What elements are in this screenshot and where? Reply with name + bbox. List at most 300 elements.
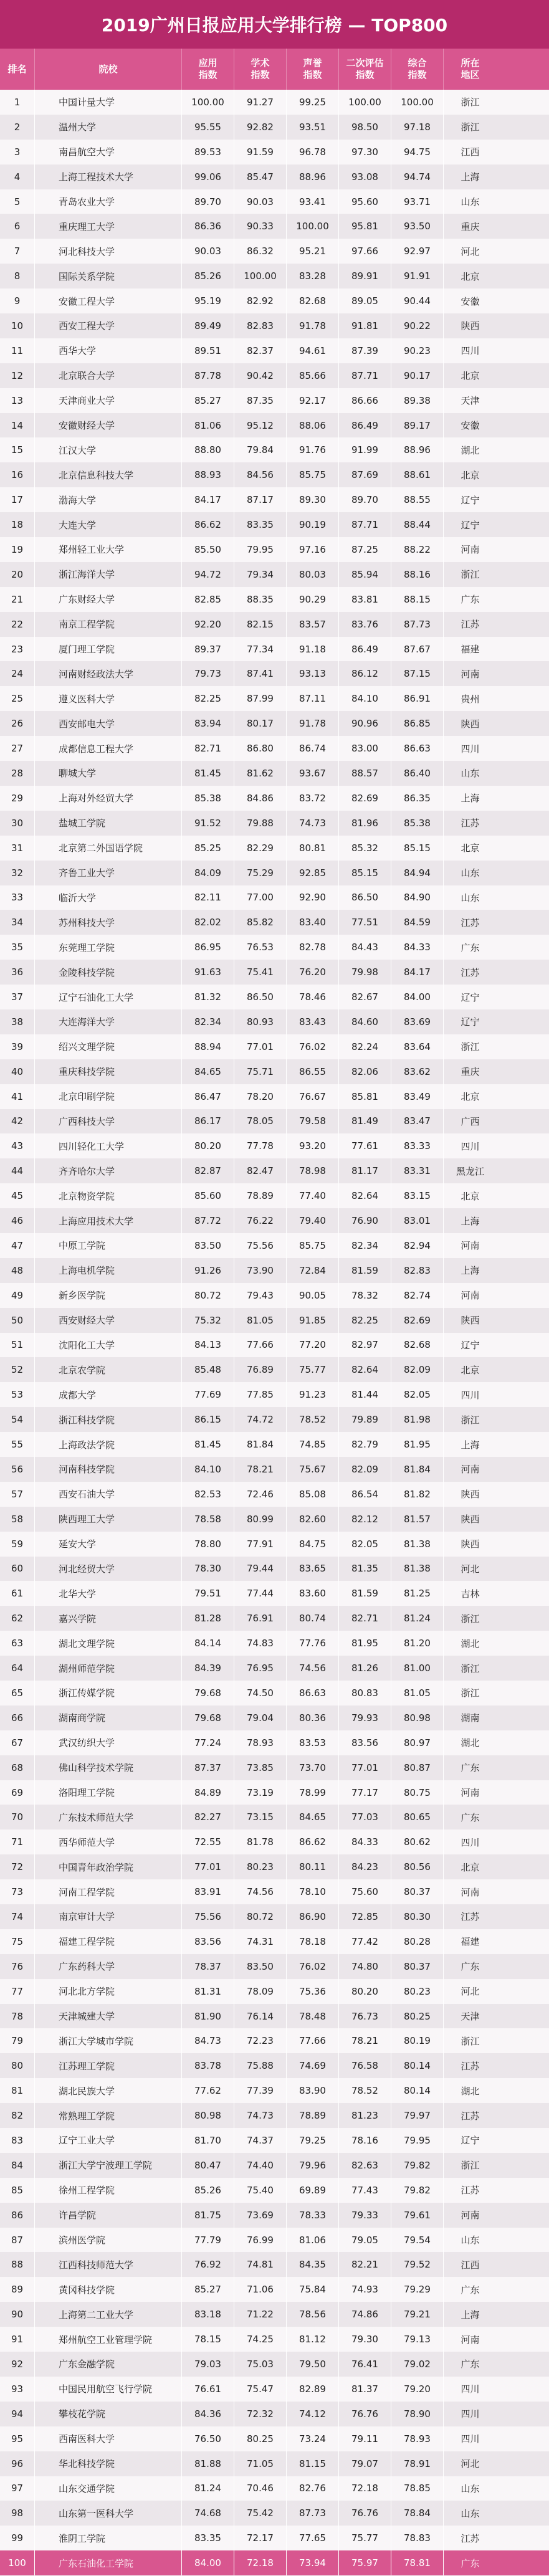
cell-rank: 77 (0, 1979, 35, 2004)
table-row (0, 1158, 549, 1183)
cell-school: 苏州科技大学 (35, 910, 182, 935)
cell-secondary-evaluation-index: 86.49 (339, 637, 391, 662)
cell-academic-index: 92.82 (234, 115, 287, 140)
cell-school: 湖北文理学院 (35, 1631, 182, 1656)
cell-application-index: 77.62 (182, 2078, 234, 2103)
cell-composite-index: 81.95 (391, 1432, 444, 1457)
table-row (0, 2302, 549, 2327)
cell-application-index: 81.90 (182, 2004, 234, 2029)
table-row (0, 2004, 549, 2029)
cell-secondary-evaluation-index: 82.71 (339, 1606, 391, 1631)
cell-reputation-index: 72.84 (287, 1258, 339, 1283)
cell-composite-index: 84.94 (391, 861, 444, 885)
cell-application-index: 77.24 (182, 1730, 234, 1755)
cell-reputation-index: 79.40 (287, 1208, 339, 1233)
cell-rank: 60 (0, 1557, 35, 1581)
cell-secondary-evaluation-index: 81.59 (339, 1258, 391, 1283)
table-row (0, 1059, 549, 1084)
cell-composite-index: 87.73 (391, 612, 444, 637)
cell-rank: 9 (0, 289, 35, 313)
cell-secondary-evaluation-index: 77.51 (339, 910, 391, 935)
cell-academic-index: 84.56 (234, 462, 287, 487)
cell-rank: 73 (0, 1879, 35, 1904)
cell-composite-index: 90.44 (391, 289, 444, 313)
cell-rank: 76 (0, 1954, 35, 1979)
cell-reputation-index: 79.58 (287, 1109, 339, 1134)
cell-rank: 51 (0, 1333, 35, 1358)
table-row (0, 1133, 549, 1158)
cell-composite-index: 94.75 (391, 140, 444, 165)
cell-secondary-evaluation-index: 83.81 (339, 587, 391, 612)
cell-academic-index: 79.34 (234, 562, 287, 587)
cell-region: 重庆 (461, 1066, 480, 1078)
cell-reputation-index: 88.96 (287, 165, 339, 189)
cell-school: 国际关系学院 (35, 264, 182, 289)
cell-application-index: 86.17 (182, 1109, 234, 1134)
cell-application-index: 86.95 (182, 935, 234, 960)
cell-composite-index: 93.71 (391, 189, 444, 214)
cell-composite-index: 80.65 (391, 1805, 444, 1829)
cell-region: 山东 (461, 196, 480, 208)
table-row (0, 1606, 549, 1631)
cell-composite-index: 79.13 (391, 2327, 444, 2352)
cell-region: 河南 (461, 1787, 480, 1798)
cell-composite-index: 80.87 (391, 1755, 444, 1780)
cell-academic-index: 79.44 (234, 1557, 287, 1581)
cell-academic-index: 71.22 (234, 2302, 287, 2327)
cell-academic-index: 75.03 (234, 2352, 287, 2377)
cell-reputation-index: 92.17 (287, 388, 339, 413)
cell-academic-index: 70.46 (234, 2476, 287, 2501)
cell-application-index: 89.70 (182, 189, 234, 214)
cell-school: 上海电机学院 (35, 1258, 182, 1283)
table-row (0, 786, 549, 811)
cell-school: 河北科技大学 (35, 239, 182, 264)
cell-composite-index: 86.63 (391, 736, 444, 761)
cell-reputation-index: 85.75 (287, 1233, 339, 1258)
cell-reputation-index: 78.33 (287, 2203, 339, 2228)
cell-region: 北京 (461, 1091, 480, 1103)
cell-region: 浙江 (461, 2160, 480, 2172)
cell-composite-index: 78.93 (391, 2426, 444, 2451)
cell-reputation-index: 80.36 (287, 1705, 339, 1730)
cell-region: 广东 (461, 2557, 480, 2569)
cell-academic-index: 74.83 (234, 1631, 287, 1656)
cell-region: 广东 (461, 1811, 480, 1823)
table-row (0, 1233, 549, 1258)
cell-rank: 64 (0, 1656, 35, 1681)
cell-region: 辽宁 (461, 519, 480, 531)
cell-academic-index: 88.35 (234, 587, 287, 612)
cell-region: 河南 (461, 1240, 480, 1252)
cell-rank: 72 (0, 1854, 35, 1879)
cell-rank: 83 (0, 2128, 35, 2153)
cell-application-index: 82.02 (182, 910, 234, 935)
cell-school: 中原工学院 (35, 1233, 182, 1258)
cell-academic-index: 72.32 (234, 2402, 287, 2426)
cell-secondary-evaluation-index: 83.76 (339, 612, 391, 637)
cell-secondary-evaluation-index: 82.64 (339, 1183, 391, 1208)
cell-rank: 2 (0, 115, 35, 140)
cell-application-index: 76.50 (182, 2426, 234, 2451)
cell-school: 四川轻化工大学 (35, 1133, 182, 1158)
cell-secondary-evaluation-index: 81.26 (339, 1656, 391, 1681)
cell-school: 临沂大学 (35, 885, 182, 910)
cell-application-index: 81.32 (182, 985, 234, 1009)
cell-region: 浙江 (461, 1041, 480, 1053)
cell-rank: 31 (0, 836, 35, 861)
cell-application-index: 99.06 (182, 165, 234, 189)
cell-region: 四川 (461, 1140, 480, 1152)
table-row (0, 1581, 549, 1606)
cell-academic-index: 79.04 (234, 1705, 287, 1730)
cell-region: 河南 (461, 544, 480, 556)
cell-secondary-evaluation-index: 82.64 (339, 1357, 391, 1382)
cell-reputation-index: 83.40 (287, 910, 339, 935)
cell-reputation-index: 80.74 (287, 1606, 339, 1631)
cell-academic-index: 82.47 (234, 1158, 287, 1183)
cell-composite-index: 78.85 (391, 2476, 444, 2501)
cell-application-index: 87.72 (182, 1208, 234, 1233)
cell-reputation-index: 87.11 (287, 686, 339, 711)
cell-school: 陕西理工大学 (35, 1507, 182, 1532)
table-row (0, 1681, 549, 1705)
table-row (0, 1308, 549, 1333)
table-row (0, 1283, 549, 1308)
cell-region: 安徽 (461, 295, 480, 307)
cell-region: 北京 (461, 1364, 480, 1376)
cell-region: 陕西 (461, 1489, 480, 1500)
cell-academic-index: 75.47 (234, 2377, 287, 2402)
table-row (0, 1084, 549, 1109)
cell-secondary-evaluation-index: 82.63 (339, 2153, 391, 2178)
cell-rank: 27 (0, 736, 35, 761)
cell-school: 广东技术师范大学 (35, 1805, 182, 1829)
cell-academic-index: 81.05 (234, 1308, 287, 1333)
cell-school: 广东石油化工学院 (35, 2550, 182, 2575)
table-row (0, 935, 549, 960)
cell-school: 广东财经大学 (35, 587, 182, 612)
cell-region: 广东 (461, 594, 480, 606)
cell-secondary-evaluation-index: 81.59 (339, 1581, 391, 1606)
cell-application-index: 88.94 (182, 1034, 234, 1059)
cell-composite-index: 81.05 (391, 1681, 444, 1705)
cell-academic-index: 86.80 (234, 736, 287, 761)
table-row (0, 1904, 549, 1929)
cell-composite-index: 86.91 (391, 686, 444, 711)
cell-application-index: 75.32 (182, 1308, 234, 1333)
cell-secondary-evaluation-index: 75.77 (339, 2526, 391, 2550)
cell-rank: 42 (0, 1109, 35, 1134)
cell-application-index: 83.78 (182, 2053, 234, 2078)
cell-reputation-index: 93.67 (287, 761, 339, 786)
cell-secondary-evaluation-index: 74.80 (339, 1954, 391, 1979)
cell-application-index: 81.31 (182, 1979, 234, 2004)
table-row (0, 1009, 549, 1034)
cell-region: 辽宁 (461, 494, 480, 506)
cell-application-index: 88.80 (182, 437, 234, 462)
cell-secondary-evaluation-index: 81.37 (339, 2377, 391, 2402)
cell-region: 辽宁 (461, 1016, 480, 1028)
cell-application-index: 83.91 (182, 1879, 234, 1904)
cell-school: 佛山科学技术学院 (35, 1755, 182, 1780)
cell-rank: 49 (0, 1283, 35, 1308)
cell-application-index: 89.53 (182, 140, 234, 165)
cell-application-index: 92.20 (182, 612, 234, 637)
cell-secondary-evaluation-index: 88.57 (339, 761, 391, 786)
cell-application-index: 85.38 (182, 786, 234, 811)
cell-reputation-index: 76.02 (287, 1034, 339, 1059)
cell-composite-index: 83.49 (391, 1084, 444, 1109)
cell-composite-index: 79.95 (391, 2128, 444, 2153)
cell-school: 天津商业大学 (35, 388, 182, 413)
cell-school: 常熟理工学院 (35, 2103, 182, 2128)
cell-secondary-evaluation-index: 76.58 (339, 2053, 391, 2078)
cell-region: 陕西 (461, 1315, 480, 1327)
cell-region: 上海 (461, 2309, 480, 2321)
cell-composite-index: 84.33 (391, 935, 444, 960)
cell-reputation-index: 73.94 (287, 2550, 339, 2575)
cell-reputation-index: 76.02 (287, 1954, 339, 1979)
cell-school: 南京审计大学 (35, 1904, 182, 1929)
cell-reputation-index: 83.72 (287, 786, 339, 811)
cell-region: 四川 (461, 345, 480, 357)
cell-reputation-index: 93.41 (287, 189, 339, 214)
cell-academic-index: 77.00 (234, 885, 287, 910)
cell-application-index: 84.73 (182, 2028, 234, 2053)
cell-region: 陕西 (461, 718, 480, 730)
cell-composite-index: 90.22 (391, 313, 444, 338)
cell-composite-index: 83.01 (391, 1208, 444, 1233)
cell-school: 徐州工程学院 (35, 2178, 182, 2203)
cell-reputation-index: 74.12 (287, 2402, 339, 2426)
cell-composite-index: 81.38 (391, 1557, 444, 1581)
cell-reputation-index: 82.68 (287, 289, 339, 313)
cell-secondary-evaluation-index: 89.70 (339, 487, 391, 512)
cell-region: 湖北 (461, 1638, 480, 1649)
cell-school: 成都信息工程大学 (35, 736, 182, 761)
cell-composite-index: 78.84 (391, 2501, 444, 2526)
cell-composite-index: 88.44 (391, 512, 444, 537)
cell-composite-index: 89.38 (391, 388, 444, 413)
table-row (0, 2476, 549, 2501)
cell-secondary-evaluation-index: 76.76 (339, 2501, 391, 2526)
cell-reputation-index: 81.12 (287, 2327, 339, 2352)
cell-region: 广东 (461, 2359, 480, 2370)
table-row (0, 1407, 549, 1432)
cell-school: 湖北民族大学 (35, 2078, 182, 2103)
cell-academic-index: 91.27 (234, 90, 287, 115)
cell-composite-index: 90.17 (391, 363, 444, 388)
table-row (0, 2128, 549, 2153)
cell-application-index: 81.06 (182, 413, 234, 438)
cell-reputation-index: 87.73 (287, 2501, 339, 2526)
cell-academic-index: 78.20 (234, 1084, 287, 1109)
cell-school: 湖南商学院 (35, 1705, 182, 1730)
cell-academic-index: 82.15 (234, 612, 287, 637)
cell-secondary-evaluation-index: 76.41 (339, 2352, 391, 2377)
cell-region: 广东 (461, 1762, 480, 1774)
cell-reputation-index: 78.10 (287, 1879, 339, 1904)
header-academic-index: 学术 指数 (234, 49, 287, 90)
cell-application-index: 75.56 (182, 1904, 234, 1929)
cell-academic-index: 75.42 (234, 2501, 287, 2526)
cell-reputation-index: 82.76 (287, 2476, 339, 2501)
cell-academic-index: 81.62 (234, 761, 287, 786)
cell-school: 浙江大学宁波理工学院 (35, 2153, 182, 2178)
cell-school: 西安邮电大学 (35, 711, 182, 736)
cell-school: 青岛农业大学 (35, 189, 182, 214)
cell-academic-index: 78.93 (234, 1730, 287, 1755)
table-row (0, 487, 549, 512)
table-row (0, 1854, 549, 1879)
cell-reputation-index: 90.19 (287, 512, 339, 537)
cell-secondary-evaluation-index: 80.20 (339, 1979, 391, 2004)
table-row (0, 189, 549, 214)
cell-composite-index: 79.97 (391, 2103, 444, 2128)
cell-academic-index: 81.84 (234, 1432, 287, 1457)
cell-application-index: 90.03 (182, 239, 234, 264)
cell-application-index: 81.24 (182, 2476, 234, 2501)
cell-secondary-evaluation-index: 77.17 (339, 1780, 391, 1805)
cell-academic-index: 86.50 (234, 985, 287, 1009)
cell-reputation-index: 77.20 (287, 1333, 339, 1358)
table-row (0, 836, 549, 861)
table-row (0, 637, 549, 662)
table-row (0, 861, 549, 885)
cell-composite-index: 83.31 (391, 1158, 444, 1183)
table-row (0, 2377, 549, 2402)
cell-rank: 29 (0, 786, 35, 811)
cell-region: 湖北 (461, 1737, 480, 1749)
cell-secondary-evaluation-index: 95.60 (339, 189, 391, 214)
cell-rank: 7 (0, 239, 35, 264)
cell-rank: 82 (0, 2103, 35, 2128)
cell-region: 北京 (461, 842, 480, 854)
cell-secondary-evaluation-index: 86.12 (339, 661, 391, 686)
cell-application-index: 81.75 (182, 2203, 234, 2228)
cell-academic-index: 85.82 (234, 910, 287, 935)
cell-secondary-evaluation-index: 78.52 (339, 2078, 391, 2103)
cell-reputation-index: 86.62 (287, 1829, 339, 1854)
cell-secondary-evaluation-index: 86.54 (339, 1482, 391, 1507)
cell-academic-index: 82.37 (234, 338, 287, 363)
page-title: 2019广州日报应用大学排行榜 — TOP800 (0, 0, 549, 49)
cell-academic-index: 79.84 (234, 437, 287, 462)
table-row (0, 289, 549, 313)
cell-reputation-index: 89.30 (287, 487, 339, 512)
cell-academic-index: 79.95 (234, 537, 287, 562)
table-row (0, 2327, 549, 2352)
cell-application-index: 95.19 (182, 289, 234, 313)
cell-composite-index: 79.21 (391, 2302, 444, 2327)
cell-composite-index: 82.83 (391, 1258, 444, 1283)
cell-rank: 88 (0, 2252, 35, 2277)
cell-rank: 68 (0, 1755, 35, 1780)
cell-rank: 33 (0, 885, 35, 910)
header-composite-index: 综合 指数 (391, 49, 444, 90)
cell-reputation-index: 86.90 (287, 1904, 339, 1929)
cell-composite-index: 79.20 (391, 2377, 444, 2402)
cell-secondary-evaluation-index: 79.93 (339, 1705, 391, 1730)
cell-reputation-index: 74.85 (287, 1432, 339, 1457)
cell-academic-index: 74.25 (234, 2327, 287, 2352)
cell-academic-index: 76.53 (234, 935, 287, 960)
cell-composite-index: 84.90 (391, 885, 444, 910)
cell-composite-index: 80.14 (391, 2053, 444, 2078)
cell-reputation-index: 80.11 (287, 1854, 339, 1879)
cell-reputation-index: 77.66 (287, 2028, 339, 2053)
cell-composite-index: 81.24 (391, 1606, 444, 1631)
cell-school: 辽宁石油化工大学 (35, 985, 182, 1009)
cell-academic-index: 76.95 (234, 1656, 287, 1681)
cell-reputation-index: 85.75 (287, 462, 339, 487)
cell-rank: 95 (0, 2426, 35, 2451)
cell-composite-index: 83.69 (391, 1009, 444, 1034)
cell-secondary-evaluation-index: 85.94 (339, 562, 391, 587)
cell-school: 渤海大学 (35, 487, 182, 512)
cell-secondary-evaluation-index: 82.21 (339, 2252, 391, 2277)
cell-application-index: 86.62 (182, 512, 234, 537)
cell-rank: 8 (0, 264, 35, 289)
cell-school: 湖州师范学院 (35, 1656, 182, 1681)
table-row (0, 612, 549, 637)
cell-rank: 92 (0, 2352, 35, 2377)
cell-rank: 98 (0, 2501, 35, 2526)
table-row (0, 2053, 549, 2078)
cell-school: 武汉纺织大学 (35, 1730, 182, 1755)
cell-composite-index: 80.98 (391, 1705, 444, 1730)
cell-reputation-index: 95.21 (287, 239, 339, 264)
cell-rank: 44 (0, 1158, 35, 1183)
cell-school: 沈阳化工大学 (35, 1333, 182, 1358)
cell-reputation-index: 69.89 (287, 2178, 339, 2203)
cell-school: 南昌航空大学 (35, 140, 182, 165)
cell-region: 浙江 (461, 122, 480, 133)
cell-reputation-index: 77.76 (287, 1631, 339, 1656)
table-row (0, 562, 549, 587)
cell-academic-index: 85.47 (234, 165, 287, 189)
cell-application-index: 89.37 (182, 637, 234, 662)
cell-rank: 63 (0, 1631, 35, 1656)
cell-academic-index: 74.81 (234, 2252, 287, 2277)
cell-composite-index: 91.91 (391, 264, 444, 289)
cell-rank: 62 (0, 1606, 35, 1631)
cell-application-index: 77.79 (182, 2228, 234, 2253)
cell-application-index: 83.94 (182, 711, 234, 736)
cell-school: 绍兴文理学院 (35, 1034, 182, 1059)
cell-reputation-index: 78.46 (287, 985, 339, 1009)
cell-academic-index: 73.90 (234, 1258, 287, 1283)
cell-rank: 69 (0, 1780, 35, 1805)
cell-region: 四川 (461, 2408, 480, 2420)
cell-secondary-evaluation-index: 79.05 (339, 2228, 391, 2253)
cell-rank: 66 (0, 1705, 35, 1730)
cell-composite-index: 81.98 (391, 1407, 444, 1432)
table-row (0, 1258, 549, 1283)
cell-composite-index: 80.75 (391, 1780, 444, 1805)
cell-reputation-index: 99.25 (287, 90, 339, 115)
cell-application-index: 79.51 (182, 1581, 234, 1606)
cell-academic-index: 79.88 (234, 811, 287, 836)
cell-region: 河南 (461, 2210, 480, 2221)
cell-composite-index: 81.57 (391, 1507, 444, 1532)
cell-rank: 100 (0, 2550, 35, 2575)
cell-application-index: 82.53 (182, 1482, 234, 1507)
cell-reputation-index: 82.78 (287, 935, 339, 960)
cell-school: 江苏理工学院 (35, 2053, 182, 2078)
cell-application-index: 85.27 (182, 2277, 234, 2302)
